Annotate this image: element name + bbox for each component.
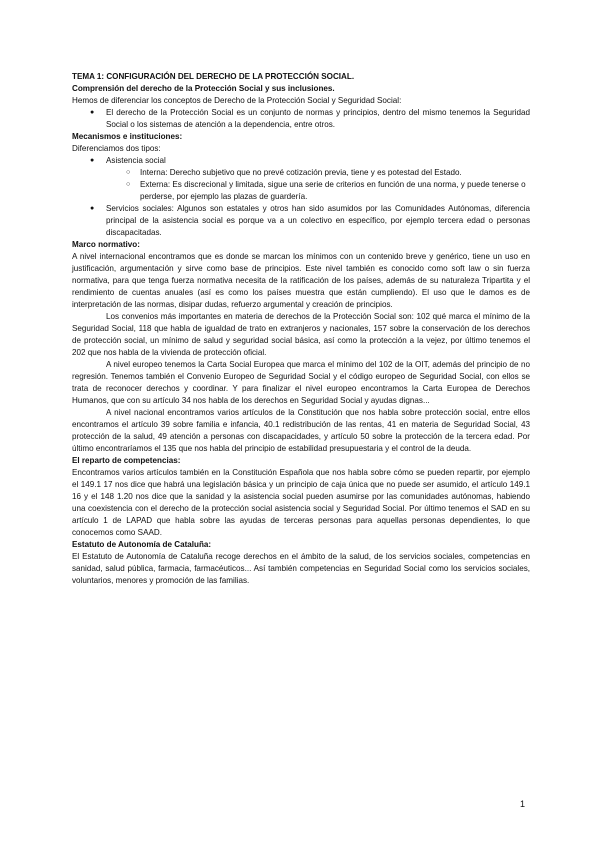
list-item bbox=[72, 155, 530, 167]
list-item-text: Servicios sociales: Algunos son estatales y otros han sido asumidos por las Comunidades Autónomas, diferencia principal de la asistencia social es porque va a un colectivo en específico, por ejemplo tercera edad o personas discapacitadas. bbox=[106, 204, 530, 237]
paragraph-convenios: Los convenios más importantes en materia de derechos de la Protección Social son: 102 qué marca el mínimo de la Seguridad Social, 118 que habla de igualdad de trato en extranjeros y nacionales, 157 sobre la conservación de los derechos de protección social, un mínimo de salud y seguridad social básica, así como la protección a la vejez, por último tenemos el 202 que nos habla de la vivienda de protección oficial. bbox=[72, 312, 530, 357]
section-heading-comprension: Comprensión del derecho de la Protección Social y sus inclusiones. bbox=[72, 84, 335, 93]
bullet-circle-icon: ○ bbox=[126, 181, 131, 188]
paragraph-competencias: Encontramos varios artículos también en la Constitución Española que nos habla sobre cómo se pueden repartir, por ejemplo el 149.1 17 nos dice que habrá una legislación básica y un principio de caja única que no puede ser asumido, el artículo 149.1 16 y el 148 1.20 nos dice que la sanidad y la asistencia social pueden asumirse por las comunidades autónomas, habiendo una coexistencia con el derecho de la protección social asistencia social y Seguridad Social. Por último tenemos el SAD en su artículo 1 de LAPAD que habla sobre las ayudas de terceras personas para aquellas personas dependientes, lo que conocemos como SAAD. bbox=[72, 468, 530, 537]
bullet-list-definicion bbox=[72, 107, 530, 131]
list-item-text: El derecho de la Protección Social es un conjunto de normas y principios, dentro del mismo tenemos la Seguridad Social o los sistemas de atención a la dependencia, entre otros. bbox=[106, 108, 530, 129]
paragraph-europeo: A nivel europeo tenemos la Carta Social Europea que marca el mínimo del 102 de la OIT, además del principio de no regresión. Tenemos también el Convenio Europeo de Seguridad Social y el código europeo de Seguridad Social, con ellos se trata de reconocer derechos y coordinar. Y para finalizar el nivel europeo encontramos la Carta Europea de Derechos Humanos, que con su artículo 34 nos habla de los derechos en Seguridad Social y ayudas dignas... bbox=[72, 360, 530, 405]
paragraph-intro-tipos: Diferenciamos dos tipos: bbox=[72, 144, 161, 153]
page-number: 1 bbox=[520, 799, 526, 809]
list-subitem bbox=[72, 167, 530, 179]
bullet-dot-icon: ● bbox=[90, 205, 95, 212]
bullet-list-tipos bbox=[72, 155, 530, 239]
bullet-circle-icon: ○ bbox=[126, 169, 131, 176]
list-subitem bbox=[72, 179, 530, 203]
paragraph-intro-diferenciar: Hemos de diferenciar los conceptos de Derecho de la Protección Social y Seguridad Social: bbox=[72, 96, 402, 105]
bullet-dot-icon: ● bbox=[90, 157, 95, 164]
document-body bbox=[72, 71, 530, 587]
bullet-dot-icon: ● bbox=[90, 109, 95, 116]
list-subitem-text: Externa: Es discrecional y limitada, sigue una serie de criterios en función de una norma, y puede tenerse o perderse, por ejemplo las plazas de guardería. bbox=[140, 180, 526, 201]
section-heading-competencias: El reparto de competencias: bbox=[72, 456, 181, 465]
document-title: TEMA 1: CONFIGURACIÓN DEL DERECHO DE LA PROTECCIÓN SOCIAL. bbox=[72, 72, 355, 81]
paragraph-nacional: A nivel nacional encontramos varios artículos de la Constitución que nos habla sobre protección social, entre ellos encontramos el artículo 39 sobre familia e infancia, 40.1 redistribución de las rentas, 41 en materia de Seguridad Social, 43 protección de la salud, 49 atención a personas con discapacidades, y artículo 50 sobre la protección de la tercera edad. Por último encontraríamos el 135 que nos habla del principio de estabilidad presupuestaria y el control de la deuda. bbox=[72, 408, 530, 453]
section-heading-marco: Marco normativo: bbox=[72, 240, 140, 249]
section-heading-estatuto: Estatuto de Autonomía de Cataluña: bbox=[72, 540, 212, 549]
list-item-text: Asistencia social bbox=[106, 156, 166, 165]
paragraph-internacional: A nivel internacional encontramos que es donde se marcan los mínimos con un contenido breve y genérico, tiene un uso en justificación, argumentación y sirve como base de principios. Este nivel también es conocido como soft law o sin fuerza normativa, para que tenga fuerza normativa necesita de la ratificación de los países, además de su naturaleza Tripartita y el rendimiento de cuentas anuales (así es como los países muestra que están cumpliendo). El uso que le damos es de interpretación de las normas, disipar dudas, refuerzo argumental y creación de principios. bbox=[72, 252, 530, 309]
list-item bbox=[72, 107, 530, 131]
list-subitem-text: Interna: Derecho subjetivo que no prevé cotización previa, tiene y es potestad del Estado. bbox=[140, 168, 462, 177]
section-heading-mecanismos: Mecanismos e instituciones: bbox=[72, 132, 183, 141]
list-item bbox=[72, 203, 530, 239]
paragraph-estatuto: El Estatuto de Autonomía de Cataluña recoge derechos en el ámbito de la salud, de los servicios sociales, competencias en sanidad, salud pública, farmacia, farmacéuticos... Así también competencias en Seguridad Social como los servicios sociales, voluntarios, menores y promoción de las familias. bbox=[72, 552, 530, 585]
